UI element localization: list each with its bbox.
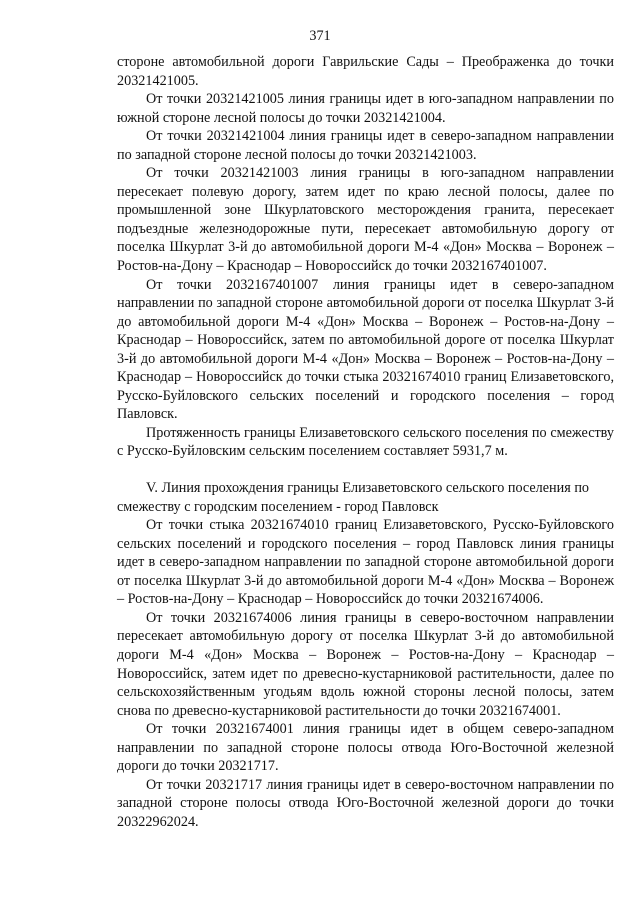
document-body <box>117 53 614 831</box>
paragraph: От точки 20321717 линия границы идет в северо-восточном направлении по западной стороне полосы отвода Юго-Восточной железной дороги до точки 20322962024. <box>117 776 614 830</box>
paragraph-boundary-length: Протяженность границы Елизаветовского сельского поселения по смежеству с Русско-Буйловским сельским поселением составляет 5931,7 м. <box>117 424 614 460</box>
paragraph: От точки 20321421005 линия границы идет в юго-западном направлении по южной стороне лесной полосы до точки 20321421004. <box>117 91 614 126</box>
page-number: 371 <box>309 28 331 44</box>
paragraph: От точки 20321421003 линия границы в юго-западном направлении пересекает полевую дорогу, затем идет по краю лесной полосы, далее по промышленной зоне Шкурлатовского месторождения гранита, пересекает подъездные железнодорожные пути, пересекает автомобильную дорогу от поселка Шкурлат 3-й до автомобильной дороги М-4 «Дон» Москва – Воронеж – Ростов-на-Дону – Краснодар – Новороссийск до точки 2032167401007. <box>117 165 614 275</box>
paragraph: От точки 20321421004 линия границы идет в северо-западном направлении по западной стороне лесной полосы до точки 20321421003. <box>117 128 614 163</box>
paragraph: От точки стыка 20321674010 границ Елизаветовского, Русско-Буйловского сельских поселений и городского поселения – город Павловск линия границы идет в северо-западном направлении по западной стороне автомобильной дороги от поселка Шкурлат 3-й до автомобильной дороги М-4 «Дон» Москва – Воронеж – Ростов-на-Дону – Краснодар – Новороссийск до точки 20321674006. <box>117 517 614 608</box>
paragraph: От точки 20321674001 линия границы идет в общем северо-западном направлении по западной стороне полосы отвода Юго-Восточной железной дороги до точки 20321717. <box>117 721 614 775</box>
section-heading: V. Линия прохождения границы Елизаветовского сельского поселения по смежеству с городским поселением - город Павловск <box>117 480 590 515</box>
paragraph: От точки 20321674006 линия границы в северо-восточном направлении пересекает автомобильную дорогу от поселка Шкурлат 3-й до автомобильной дороги М-4 «Дон» Москва – Воронеж – Ростов-на-Дону – Краснодар – Новороссийск, затем идет по древесно-кустарниковой растительности, далее по сельскохозяйственным угодьям вдоль южной стороны лесной полосы, затем снова по древесно-кустарниковой растительности до точки 20321674001. <box>117 609 614 719</box>
paragraph-continuation: стороне автомобильной дороги Гаврильские Сады – Преображенка до точки 20321421005. <box>117 54 614 89</box>
paragraph: От точки 2032167401007 линия границы идет в северо-западном направлении по западной стороне автомобильной дороги от поселка Шкурлат 3-й до автомобильной дороги М-4 «Дон» Москва – Воронеж – Ростов-на-Дону – Краснодар – Новороссийск, затем по автомобильной дороге от поселка Шкурлат 3-й до автомобильной дороги М-4 «Дон» Москва – Воронеж – Ростов-на-Дону – Краснодар – Новороссийск до точки стыка 20321674010 границ Елизаветовского, Русско-Буйловского сельских поселений и городского поселения – город Павловск. <box>117 276 614 423</box>
